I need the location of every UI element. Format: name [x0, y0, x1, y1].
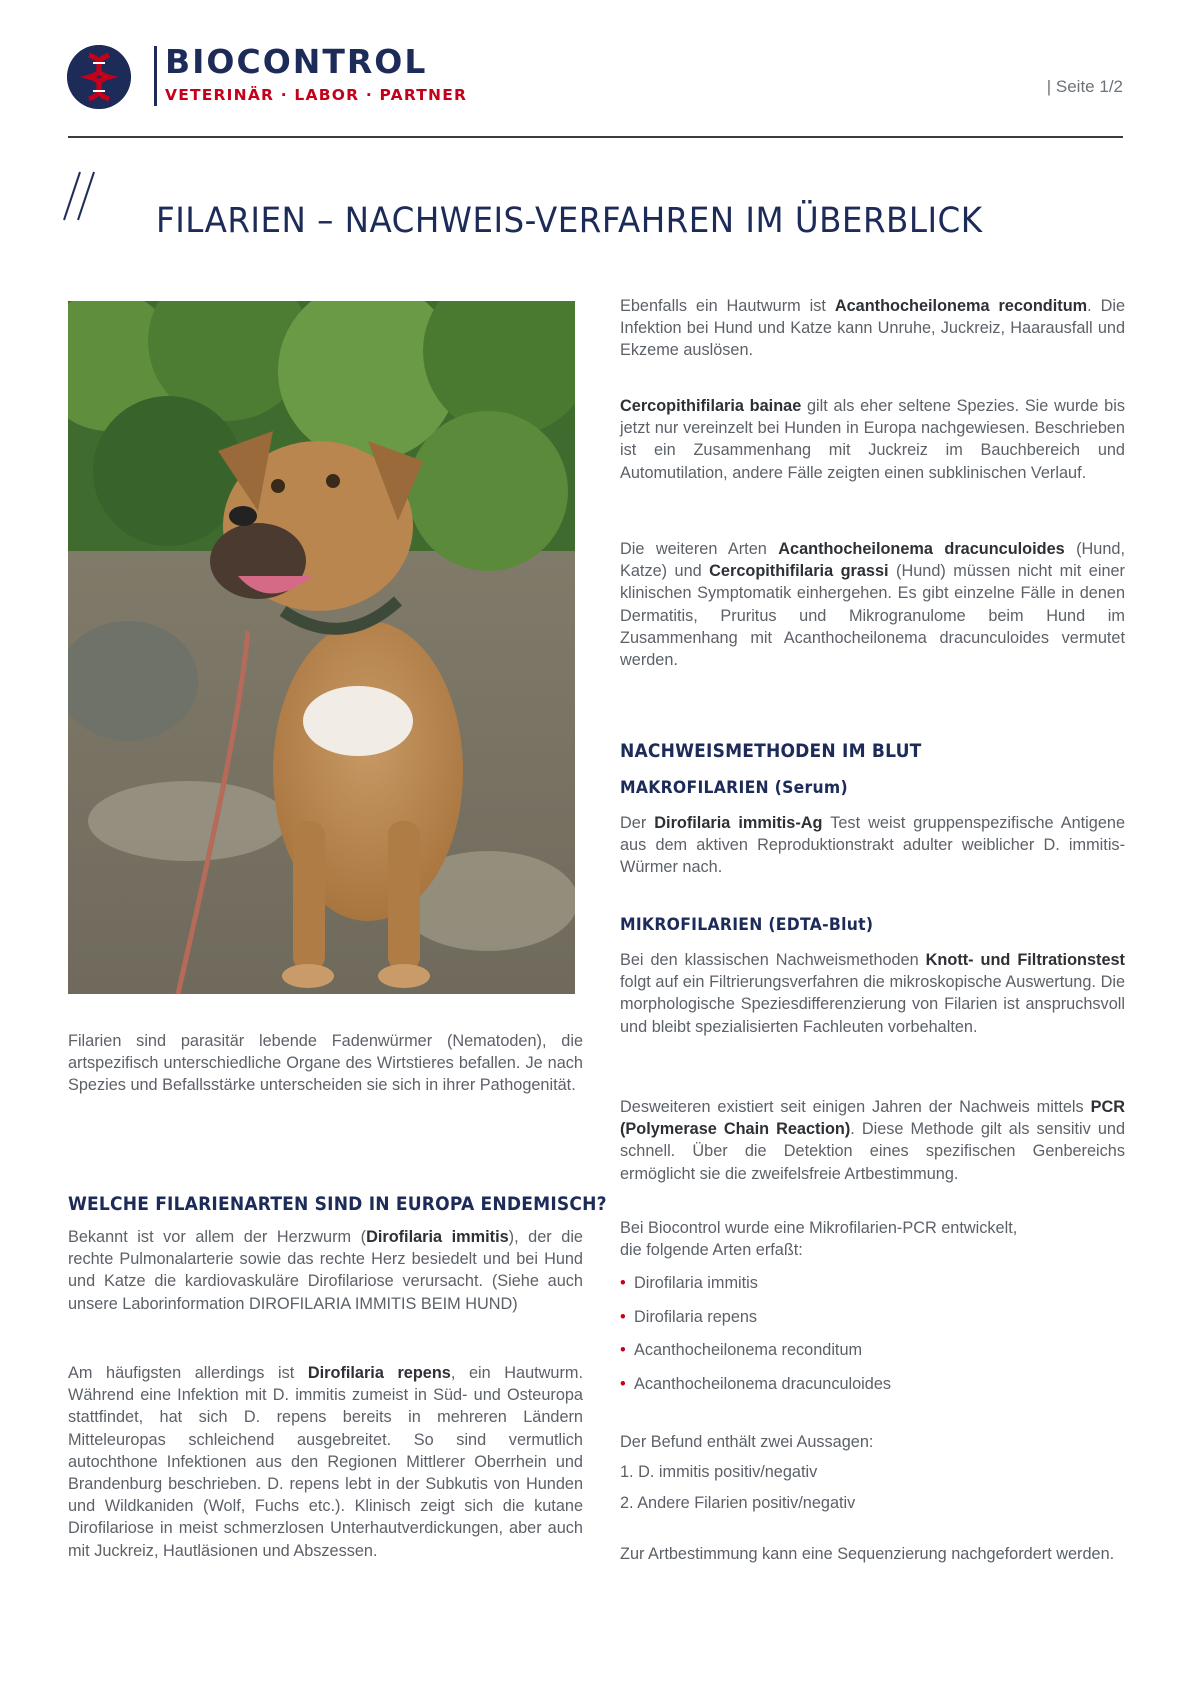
- befund-list: [620, 1461, 1125, 1523]
- reconditum-paragraph: Ebenfalls ein Hautwurm ist Acanthocheilonema reconditum. Die Infektion bei Hund und Katze kann Unruhe, Juckreiz, Haarausfall und Ekzeme auslösen.: [620, 297, 1125, 360]
- page-number: | Seite 1/2: [1046, 77, 1123, 96]
- logo-divider: [154, 46, 157, 106]
- macrofilarien-paragraph: Der Dirofilaria immitis-Ag Test weist gruppenspezifische Antigene aus dem aktiven Reproduktionstrakt adulter weiblicher D. immitis-Würmer nach.: [620, 814, 1126, 877]
- mikrofilarien-paragraph: Bei den klassischen Nachweismethoden Knott- und Filtrationstest folgt auf ein Filtrierungsverfahren die mikroskopische Auswertung. Die morphologische Speziesdifferenzierung von Filarien ist anspruchsvoll und bleibt spezialisierten Fachleuten vorbehalten.: [620, 951, 1125, 1036]
- bainae-paragraph: Cercopithifilaria bainae gilt als eher seltene Spezies. Sie wurde bis jetzt nur vereinzelt bei Hunden in Europa nachgewiesen. Beschrieben ist ein Zusammenhang mit Juckreiz im Bauchbereich und Automutilation, andere Fälle zeigten einen subklinischen Verlauf.: [620, 397, 1125, 482]
- methods-heading: NACHWEISMETHODEN IM BLUT: [620, 740, 922, 762]
- list-item: • Dirofilaria repens: [620, 1306, 1125, 1328]
- intro-paragraph: Filarien sind parasitär lebende Fadenwürmer (Nematoden), die artspezifisch unterschiedliche Organe des Wirtstieres befallen. Je nach Spezies und Befallsstärke unterscheiden sie sich in ihrer Pathogenität.: [68, 1032, 583, 1095]
- other-species-paragraph: Die weiteren Arten Acanthocheilonema dracunculoides (Hund, Katze) und Cercopithifilaria grassi (Hund) müssen nicht mit einer klinischen Symptomatik einhergehen. Es gibt einzelne Fälle in denen Dermatitis, Pruritus und Mikrogranulome beim Hund im Zusammenhang mit Acanthocheilonema dracunculoides vermutet werden.: [620, 540, 1125, 670]
- double-slash-icon: [60, 170, 100, 222]
- list-item: • Dirofilaria immitis: [620, 1272, 1125, 1294]
- dog-photo: [68, 301, 575, 994]
- biocontrol-logo-icon: [67, 45, 131, 109]
- list-item: • Acanthocheilonema reconditum: [620, 1339, 1125, 1361]
- mikrofilarien-heading: MIKROFILARIEN (EDTA-Blut): [620, 915, 874, 935]
- page-title: FILARIEN – NACHWEIS-VERFAHREN IM ÜBERBLICK: [156, 201, 983, 242]
- header-divider: [68, 136, 1123, 138]
- befund-intro: Der Befund enthält zwei Aussagen:: [620, 1433, 874, 1451]
- endemic-heading: WELCHE FILARIENARTEN SIND IN EUROPA ENDEMISCH?: [68, 1193, 607, 1215]
- macrofilarien-heading: MAKROFILARIEN (Serum): [620, 778, 848, 798]
- brand-name: BIOCONTROL: [165, 42, 428, 81]
- list-item: 2. Andere Filarien positiv/negativ: [620, 1494, 856, 1512]
- pcr-paragraph: Desweiteren existiert seit einigen Jahren der Nachweis mittels PCR (Polymerase Chain Reaction). Diese Methode gilt als sensitiv und schnell. Über die Detektion eines spezifischen Genbereichs ermöglicht sie die zweifelsfreie Artbestimmung.: [620, 1098, 1126, 1183]
- closing-paragraph: Zur Artbestimmung kann eine Sequenzierung nachgefordert werden.: [620, 1545, 1115, 1563]
- list-item: 1. D. immitis positiv/negativ: [620, 1463, 818, 1481]
- list-item: • Acanthocheilonema dracunculoides: [620, 1373, 1125, 1395]
- endemic-paragraph-1: Bekannt ist vor allem der Herzwurm (Dirofilaria immitis), der die rechte Pulmonalarterie sowie das rechte Herz besiedelt und bei Hund und Katze die kardiovaskuläre Dirofilariose verursacht. (Siehe auch unsere Laborinformation DIROFILARIA IMMITIS BEIM HUND): [68, 1228, 583, 1313]
- endemic-paragraph-2: Am häufigsten allerdings ist Dirofilaria repens, ein Hautwurm. Während eine Infektion mit D. immitis zumeist in Süd- und Osteuropa stattfindet, hat sich D. repens bereits in mehreren Ländern Mitteleuropas schleichend ausgebreitet. So sind vermutlich autochthone Infektionen aus den Regionen Mittlerer Oberrhein und Brandenburg beschrieben. D. repens lebt in der Subkutis von Hunden und Wildkaniden (Wolf, Fuchs etc.). Klinisch zeigt sich die kutane Dirofilariose in meist schmerzlosen Unterhautverdickungen, aber auch mit Juckreiz, Hautläsionen und Abszessen.: [68, 1364, 583, 1560]
- species-list: [620, 1272, 1125, 1406]
- brand-tagline: VETERINÄR · LABOR · PARTNER: [165, 86, 468, 104]
- biocontrol-pcr-intro: Bei Biocontrol wurde eine Mikrofilarien-PCR entwickelt, die folgende Arten erfaßt:: [620, 1219, 1018, 1260]
